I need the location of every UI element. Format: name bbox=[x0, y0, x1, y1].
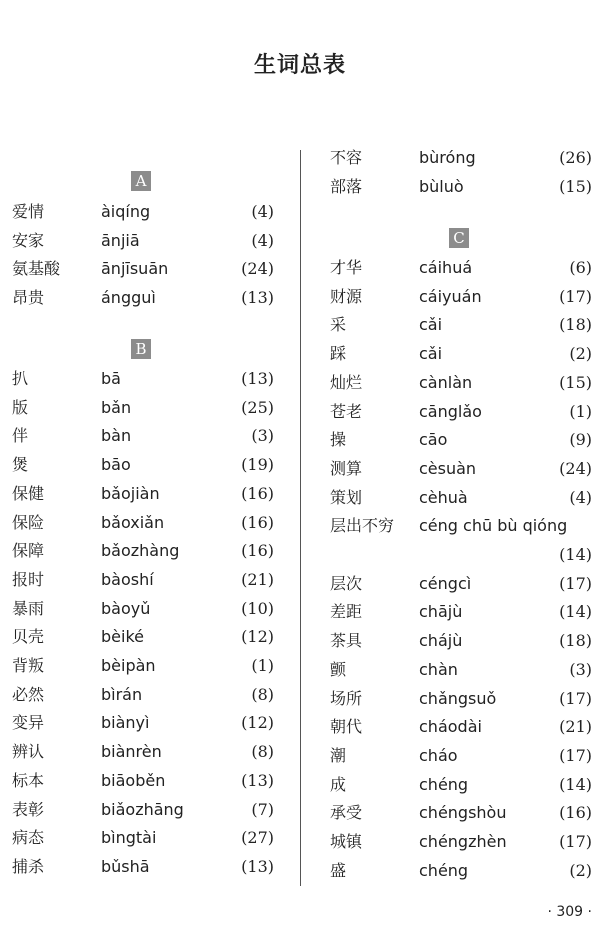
entry-lesson-number: (4) bbox=[251, 202, 274, 221]
entry-pinyin: céng chū bù qióng bbox=[419, 516, 568, 536]
vocab-entry bbox=[12, 597, 274, 621]
entry-pinyin: bùluò bbox=[419, 176, 464, 196]
entry-lesson-number: (18) bbox=[559, 631, 592, 651]
vocab-entry bbox=[330, 428, 592, 452]
vocab-entry bbox=[330, 256, 592, 280]
column-divider bbox=[300, 150, 301, 886]
entry-pinyin: cǎi bbox=[419, 344, 443, 364]
entry-hanzi: 颤 bbox=[330, 659, 347, 679]
entry-hanzi: 背叛 bbox=[12, 656, 45, 675]
entry-hanzi: 采 bbox=[330, 315, 347, 335]
entry-hanzi: 辨认 bbox=[12, 742, 45, 762]
entry-pinyin: biànrèn bbox=[101, 742, 162, 762]
entry-pinyin: cǎi bbox=[419, 315, 443, 335]
section-letter-c: C bbox=[449, 228, 469, 248]
vocab-entry bbox=[330, 486, 592, 510]
vocab-entry bbox=[12, 769, 274, 793]
entry-pinyin: cháodài bbox=[419, 717, 482, 737]
entry-hanzi: 成 bbox=[330, 774, 347, 794]
vocab-entry bbox=[12, 654, 274, 678]
entry-pinyin: chéng bbox=[419, 860, 469, 880]
entry-hanzi: 承受 bbox=[330, 803, 363, 823]
entry-pinyin: cāo bbox=[419, 430, 448, 450]
entry-hanzi: 昂贵 bbox=[12, 288, 45, 308]
entry-lesson-number: (17) bbox=[559, 745, 592, 765]
entry-hanzi: 必然 bbox=[12, 684, 45, 704]
entry-hanzi: 报时 bbox=[12, 569, 45, 589]
vocab-entry bbox=[330, 687, 592, 711]
entry-lesson-number: (15) bbox=[559, 372, 592, 392]
entry-hanzi: 变异 bbox=[12, 713, 45, 733]
entry-pinyin: cháo bbox=[419, 745, 458, 765]
entry-hanzi: 灿烂 bbox=[330, 372, 363, 392]
entry-lesson-number: (2) bbox=[569, 860, 592, 880]
entry-pinyin: cānglǎo bbox=[419, 401, 482, 421]
vocab-entry bbox=[12, 683, 274, 707]
vocab-entry bbox=[330, 658, 592, 682]
entry-hanzi: 财源 bbox=[330, 286, 363, 306]
entry-hanzi: 测算 bbox=[330, 458, 363, 478]
entry-hanzi: 捕杀 bbox=[12, 856, 45, 876]
entry-hanzi: 表彰 bbox=[12, 799, 45, 819]
vocab-entry bbox=[12, 453, 274, 477]
entry-pinyin: ángguì bbox=[101, 288, 156, 308]
entry-lesson-number: (3) bbox=[569, 659, 592, 679]
vocab-entry bbox=[330, 313, 592, 337]
vocab-entry bbox=[12, 482, 274, 506]
entry-lesson-number: (13) bbox=[241, 856, 274, 876]
entry-lesson-number: (16) bbox=[241, 541, 274, 561]
entry-pinyin: chàn bbox=[419, 659, 458, 679]
entry-hanzi: 苍老 bbox=[330, 401, 363, 421]
entry-lesson-number: (12) bbox=[241, 713, 274, 733]
entry-lesson-number: (10) bbox=[241, 598, 274, 618]
vocab-entry bbox=[330, 715, 592, 739]
vocab-entry bbox=[330, 285, 592, 309]
entry-hanzi: 病态 bbox=[12, 828, 45, 848]
entry-pinyin: chéng bbox=[419, 774, 469, 794]
vocab-entry bbox=[12, 424, 274, 448]
vocab-entry bbox=[12, 568, 274, 592]
vocab-entry bbox=[330, 629, 592, 653]
entry-pinyin: bìrán bbox=[101, 684, 143, 704]
vocab-entry bbox=[330, 371, 592, 395]
entry-hanzi: 标本 bbox=[12, 770, 45, 790]
entry-hanzi: 茶具 bbox=[330, 631, 363, 651]
vocab-entry bbox=[330, 457, 592, 481]
entry-pinyin: cànlàn bbox=[419, 372, 473, 392]
vocab-entry bbox=[330, 830, 592, 854]
entry-pinyin: bèiké bbox=[101, 627, 144, 647]
entry-lesson-number: (26) bbox=[559, 148, 592, 167]
entry-lesson-number: (24) bbox=[559, 458, 592, 478]
entry-hanzi: 煲 bbox=[12, 455, 29, 475]
entry-pinyin: bàoyǔ bbox=[101, 598, 151, 618]
entry-pinyin: bèipàn bbox=[101, 656, 156, 675]
entry-lesson-number: (21) bbox=[559, 717, 592, 737]
entry-pinyin: bǎn bbox=[101, 397, 132, 417]
entry-lesson-number: (27) bbox=[241, 828, 274, 848]
entry-lesson-number: (18) bbox=[559, 315, 592, 335]
section-letter-b: B bbox=[131, 339, 151, 359]
entry-lesson-number: (13) bbox=[241, 369, 274, 388]
vocab-entry bbox=[330, 400, 592, 424]
entry-lesson-number: (16) bbox=[559, 803, 592, 823]
page-number: · 309 · bbox=[547, 904, 592, 920]
entry-pinyin: ānjīsuān bbox=[101, 259, 169, 279]
entry-hanzi: 才华 bbox=[330, 258, 363, 277]
entry-lesson-number: (4) bbox=[569, 487, 592, 507]
entry-lesson-number: (17) bbox=[559, 573, 592, 593]
entry-hanzi: 版 bbox=[12, 397, 29, 417]
vocab-entry bbox=[12, 711, 274, 735]
entry-lesson-number: (13) bbox=[241, 288, 274, 308]
vocab-entry bbox=[12, 286, 274, 310]
entry-lesson-number: (2) bbox=[569, 344, 592, 364]
entry-hanzi: 扒 bbox=[12, 369, 29, 388]
vocab-entry bbox=[330, 600, 592, 624]
entry-hanzi: 城镇 bbox=[330, 832, 363, 851]
entry-lesson-number: (8) bbox=[251, 742, 274, 762]
entry-pinyin: biǎozhāng bbox=[101, 799, 184, 819]
entry-hanzi: 安家 bbox=[12, 230, 45, 250]
section-letter-a: A bbox=[131, 171, 151, 191]
entry-pinyin: chájù bbox=[419, 631, 463, 651]
entry-lesson-number: (14) bbox=[559, 774, 592, 794]
vocab-entry bbox=[330, 801, 592, 825]
entry-lesson-number: (4) bbox=[251, 230, 274, 250]
entry-hanzi: 不容 bbox=[330, 148, 363, 167]
entry-lesson-number: (15) bbox=[559, 176, 592, 196]
entry-lesson-number: (14) bbox=[559, 544, 592, 564]
entry-hanzi: 层次 bbox=[330, 573, 363, 593]
vocab-entry bbox=[12, 855, 274, 879]
entry-lesson-number: (24) bbox=[241, 259, 274, 279]
entry-pinyin: ānjiā bbox=[101, 230, 140, 250]
entry-hanzi: 贝壳 bbox=[12, 627, 45, 647]
entry-lesson-number: (3) bbox=[251, 426, 274, 446]
vocab-entry bbox=[12, 511, 274, 535]
entry-lesson-number: (17) bbox=[559, 688, 592, 708]
entry-hanzi: 场所 bbox=[330, 688, 363, 708]
entry-lesson-number: (9) bbox=[569, 430, 592, 450]
entry-lesson-number: (16) bbox=[241, 512, 274, 532]
entry-pinyin: chéngshòu bbox=[419, 803, 507, 823]
entry-lesson-number: (7) bbox=[251, 799, 274, 819]
entry-lesson-number: (13) bbox=[241, 770, 274, 790]
entry-lesson-number: (12) bbox=[241, 627, 274, 647]
entry-hanzi: 潮 bbox=[330, 745, 347, 765]
entry-pinyin: bàn bbox=[101, 426, 132, 446]
entry-pinyin: bìngtài bbox=[101, 828, 157, 848]
entry-pinyin: bǔshā bbox=[101, 856, 150, 876]
vocab-entry bbox=[330, 175, 592, 199]
vocab-entry bbox=[12, 798, 274, 822]
entry-hanzi: 保险 bbox=[12, 512, 45, 532]
entry-pinyin: bùróng bbox=[419, 148, 476, 167]
entry-hanzi: 操 bbox=[330, 430, 347, 450]
entry-hanzi: 暴雨 bbox=[12, 598, 45, 618]
vocab-entry bbox=[12, 826, 274, 850]
vocab-entry bbox=[12, 200, 274, 224]
entry-lesson-number: (14) bbox=[559, 602, 592, 622]
vocab-entry bbox=[330, 146, 592, 170]
entry-hanzi: 保健 bbox=[12, 483, 45, 503]
entry-hanzi: 差距 bbox=[330, 602, 363, 622]
vocab-entry bbox=[330, 859, 592, 883]
page-title: 生词总表 bbox=[253, 53, 346, 78]
entry-pinyin: bǎojiàn bbox=[101, 483, 160, 503]
vocab-entry bbox=[12, 625, 274, 649]
entry-lesson-number: (1) bbox=[251, 656, 274, 675]
vocab-entry bbox=[330, 342, 592, 366]
entry-hanzi: 部落 bbox=[330, 176, 363, 196]
entry-lesson-number: (1) bbox=[569, 401, 592, 421]
vocab-entry bbox=[330, 572, 592, 596]
entry-hanzi: 保障 bbox=[12, 541, 45, 561]
entry-pinyin: cáiyuán bbox=[419, 286, 482, 306]
vocab-entry bbox=[12, 539, 274, 563]
entry-pinyin: chǎngsuǒ bbox=[419, 688, 497, 708]
entry-pinyin: chéngzhèn bbox=[419, 832, 507, 851]
entry-pinyin: bǎozhàng bbox=[101, 541, 180, 561]
entry-lesson-number: (17) bbox=[559, 286, 592, 306]
entry-hanzi: 氨基酸 bbox=[12, 259, 61, 279]
entry-lesson-number: (16) bbox=[241, 483, 274, 503]
entry-pinyin: bàoshí bbox=[101, 569, 154, 589]
entry-lesson-number: (19) bbox=[241, 455, 274, 475]
entry-pinyin: bāo bbox=[101, 455, 131, 475]
entry-pinyin: cèsuàn bbox=[419, 458, 477, 478]
vocab-entry bbox=[12, 257, 274, 281]
entry-lesson-number: (25) bbox=[241, 397, 274, 417]
vocab-entry bbox=[330, 514, 592, 571]
entry-hanzi: 爱情 bbox=[12, 202, 45, 221]
entry-pinyin: biànyì bbox=[101, 713, 150, 733]
entry-pinyin: chājù bbox=[419, 602, 463, 622]
entry-lesson-number: (8) bbox=[251, 684, 274, 704]
vocab-entry bbox=[330, 744, 592, 768]
entry-pinyin: biāoběn bbox=[101, 770, 166, 790]
entry-pinyin: àiqíng bbox=[101, 202, 151, 221]
entry-pinyin: bā bbox=[101, 369, 121, 388]
vocab-entry bbox=[330, 773, 592, 797]
vocab-entry bbox=[12, 367, 274, 391]
entry-hanzi: 伴 bbox=[12, 426, 29, 446]
entry-pinyin: céngcì bbox=[419, 573, 472, 593]
vocab-entry bbox=[12, 740, 274, 764]
entry-hanzi: 策划 bbox=[330, 487, 363, 507]
entry-hanzi: 踩 bbox=[330, 344, 347, 364]
entry-lesson-number: (17) bbox=[559, 832, 592, 851]
entry-hanzi: 盛 bbox=[330, 860, 347, 880]
entry-hanzi: 层出不穷 bbox=[330, 516, 395, 536]
entry-lesson-number: (6) bbox=[569, 258, 592, 277]
entry-pinyin: bǎoxiǎn bbox=[101, 512, 165, 532]
entry-pinyin: cèhuà bbox=[419, 487, 468, 507]
vocab-entry bbox=[12, 229, 274, 253]
entry-hanzi: 朝代 bbox=[330, 717, 363, 737]
entry-lesson-number: (21) bbox=[241, 569, 274, 589]
vocab-entry bbox=[12, 396, 274, 420]
entry-pinyin: cáihuá bbox=[419, 258, 473, 277]
